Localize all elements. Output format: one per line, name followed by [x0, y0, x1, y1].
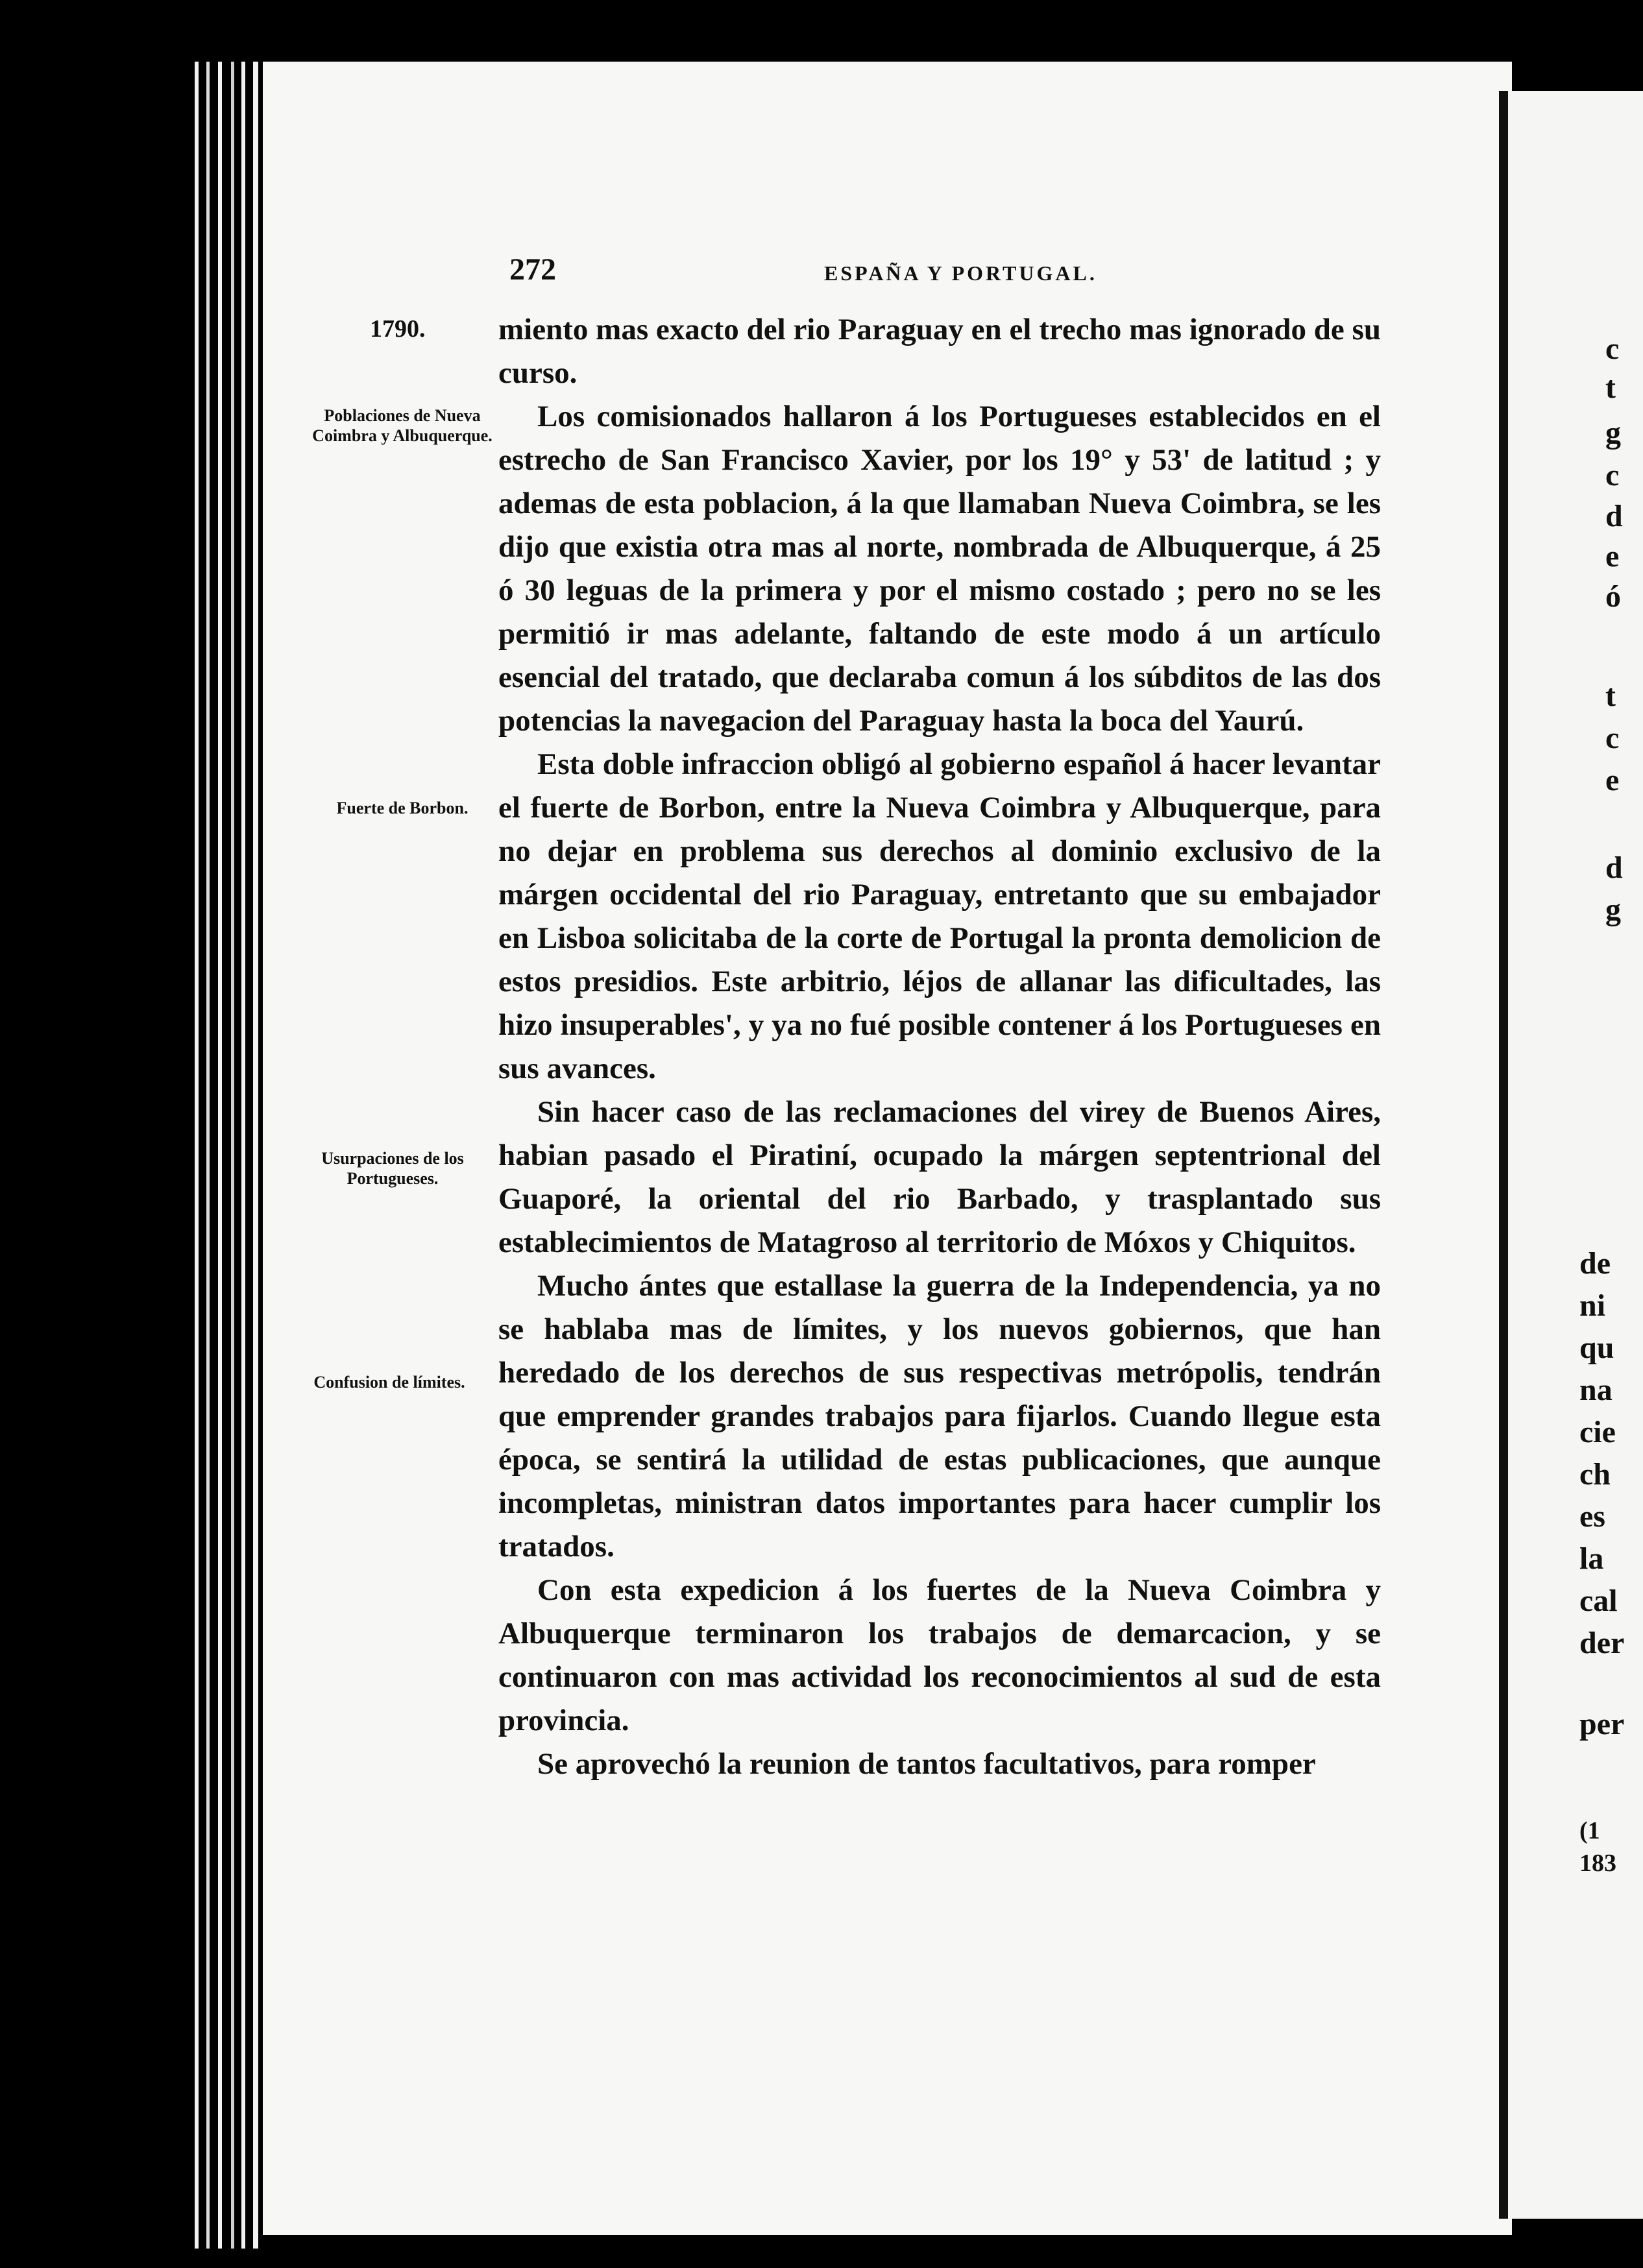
right-page-fragment: de	[1579, 1246, 1611, 1281]
margin-note-usurpaciones: Usurpaciones de los Portugueses.	[321, 1149, 464, 1188]
right-page-fragment: g	[1605, 893, 1621, 927]
page-edge-strip	[218, 62, 222, 2249]
right-page-fragment: 183	[1579, 1850, 1616, 1877]
page-edge-strip	[231, 62, 234, 2249]
right-page-fragment: la	[1579, 1541, 1604, 1576]
right-page-fragment: c	[1605, 721, 1620, 755]
page-edge-strip	[253, 62, 258, 2249]
adjacent-page	[1499, 91, 1643, 2219]
margin-note-confusion: Confusion de límites.	[313, 1373, 465, 1392]
page-edge-strip	[195, 62, 199, 2249]
right-page-fragment: c	[1605, 332, 1620, 366]
right-page-fragment: na	[1579, 1373, 1613, 1407]
page-edge-strip	[241, 62, 245, 2249]
paragraph: Esta doble infraccion obligó al gobierno español á hacer levantar el fuerte de Borbon, entre la Nueva Coimbra y Albuquerque, para no dejar en problema sus derechos al dominio exclusivo de la márgen occidental del rio Paraguay, entretanto que su embajador en Lisboa solicitaba de la corte de Portugal la pronta demolicion de estos presidios. Este arbitrio, léjos de allanar las dificultades, las hizo insuperables', y ya no fué posible contener á los Portugueses en sus avances.	[498, 747, 1381, 1085]
margin-year: 1790.	[370, 315, 426, 343]
paragraph: miento mas exacto del rio Paraguay en el trecho mas ignorado de su curso.	[498, 313, 1381, 390]
right-page-fragment: der	[1579, 1626, 1625, 1660]
right-page-fragment: d	[1605, 850, 1623, 885]
running-title: ESPAÑA Y PORTUGAL.	[824, 261, 1097, 285]
body-text	[498, 308, 1381, 1786]
paragraph: Se aprovechó la reunion de tantos facultativos, para romper	[537, 1747, 1316, 1781]
page-edge-strip	[206, 62, 210, 2249]
right-page-fragment: d	[1605, 499, 1623, 533]
margin-note-fuerte: Fuerte de Borbon.	[336, 799, 469, 817]
right-page-fragment: (1	[1579, 1817, 1600, 1844]
right-page-fragment: t	[1605, 370, 1616, 405]
right-page-fragment: per	[1579, 1707, 1625, 1741]
page-number: 272	[509, 252, 556, 287]
paragraph: Con esta expedicion á los fuertes de la Nueva Coimbra y Albuquerque terminaron los trabajos de demarcacion, y se continuaron con mas actividad los reconocimientos al sud de esta provincia.	[498, 1573, 1381, 1737]
right-page-fragment: ch	[1579, 1457, 1611, 1491]
right-page-fragment: e	[1605, 763, 1620, 797]
right-page-fragment: ó	[1605, 579, 1621, 614]
paragraph: Mucho ántes que estallase la guerra de la Independencia, ya no se hablaba mas de límites, y los nuevos gobiernos, que han heredado de los derechos de sus respectivas metrópolis, tendrán que emprender grandes trabajos para fijarlos. Cuando llegue esta época, se sentirá la utilidad de estas publicaciones, que aunque incompletas, ministran datos importantes para hacer cumplir los tratados.	[498, 1269, 1381, 1563]
right-page-fragment: g	[1605, 416, 1621, 450]
right-page-fragment: c	[1605, 458, 1620, 492]
paragraph: Los comisionados hallaron á los Portugueses establecidos en el estrecho de San Francisco Xavier, por los 19° y 53' de latitud ; y ademas de esta poblacion, á la que llamaban Nueva Coimbra, se les dijo que existia otra mas al norte, nombrada de Albuquerque, á 25 ó 30 leguas de la primera y por el mismo costado ; pero no se les permitió ir mas adelante, faltando de este modo á un artículo esencial del tratado, que declaraba comun á los súbditos de las dos potencias la navegacion del Paraguay hasta la boca del Yaurú.	[498, 400, 1381, 738]
right-page-fragment: qu	[1579, 1331, 1614, 1365]
right-page-fragment: cie	[1579, 1415, 1616, 1449]
right-page-fragment: ni	[1579, 1288, 1606, 1323]
right-page-fragment: e	[1605, 539, 1620, 573]
right-page-fragment: t	[1605, 679, 1616, 713]
right-page-fragment: cal	[1579, 1584, 1618, 1618]
margin-note-poblaciones: Poblaciones de Nueva Coimbra y Albuquerque.	[312, 406, 493, 445]
paragraph: Sin hacer caso de las reclamaciones del virey de Buenos Aires, habian pasado el Piratiní, ocupado la márgen septentrional del Guaporé, la oriental del rio Barbado, y trasplantado sus establecimientos de Matagroso al territorio de Móxos y Chiquitos.	[498, 1095, 1381, 1259]
right-page-fragment: es	[1579, 1499, 1605, 1534]
